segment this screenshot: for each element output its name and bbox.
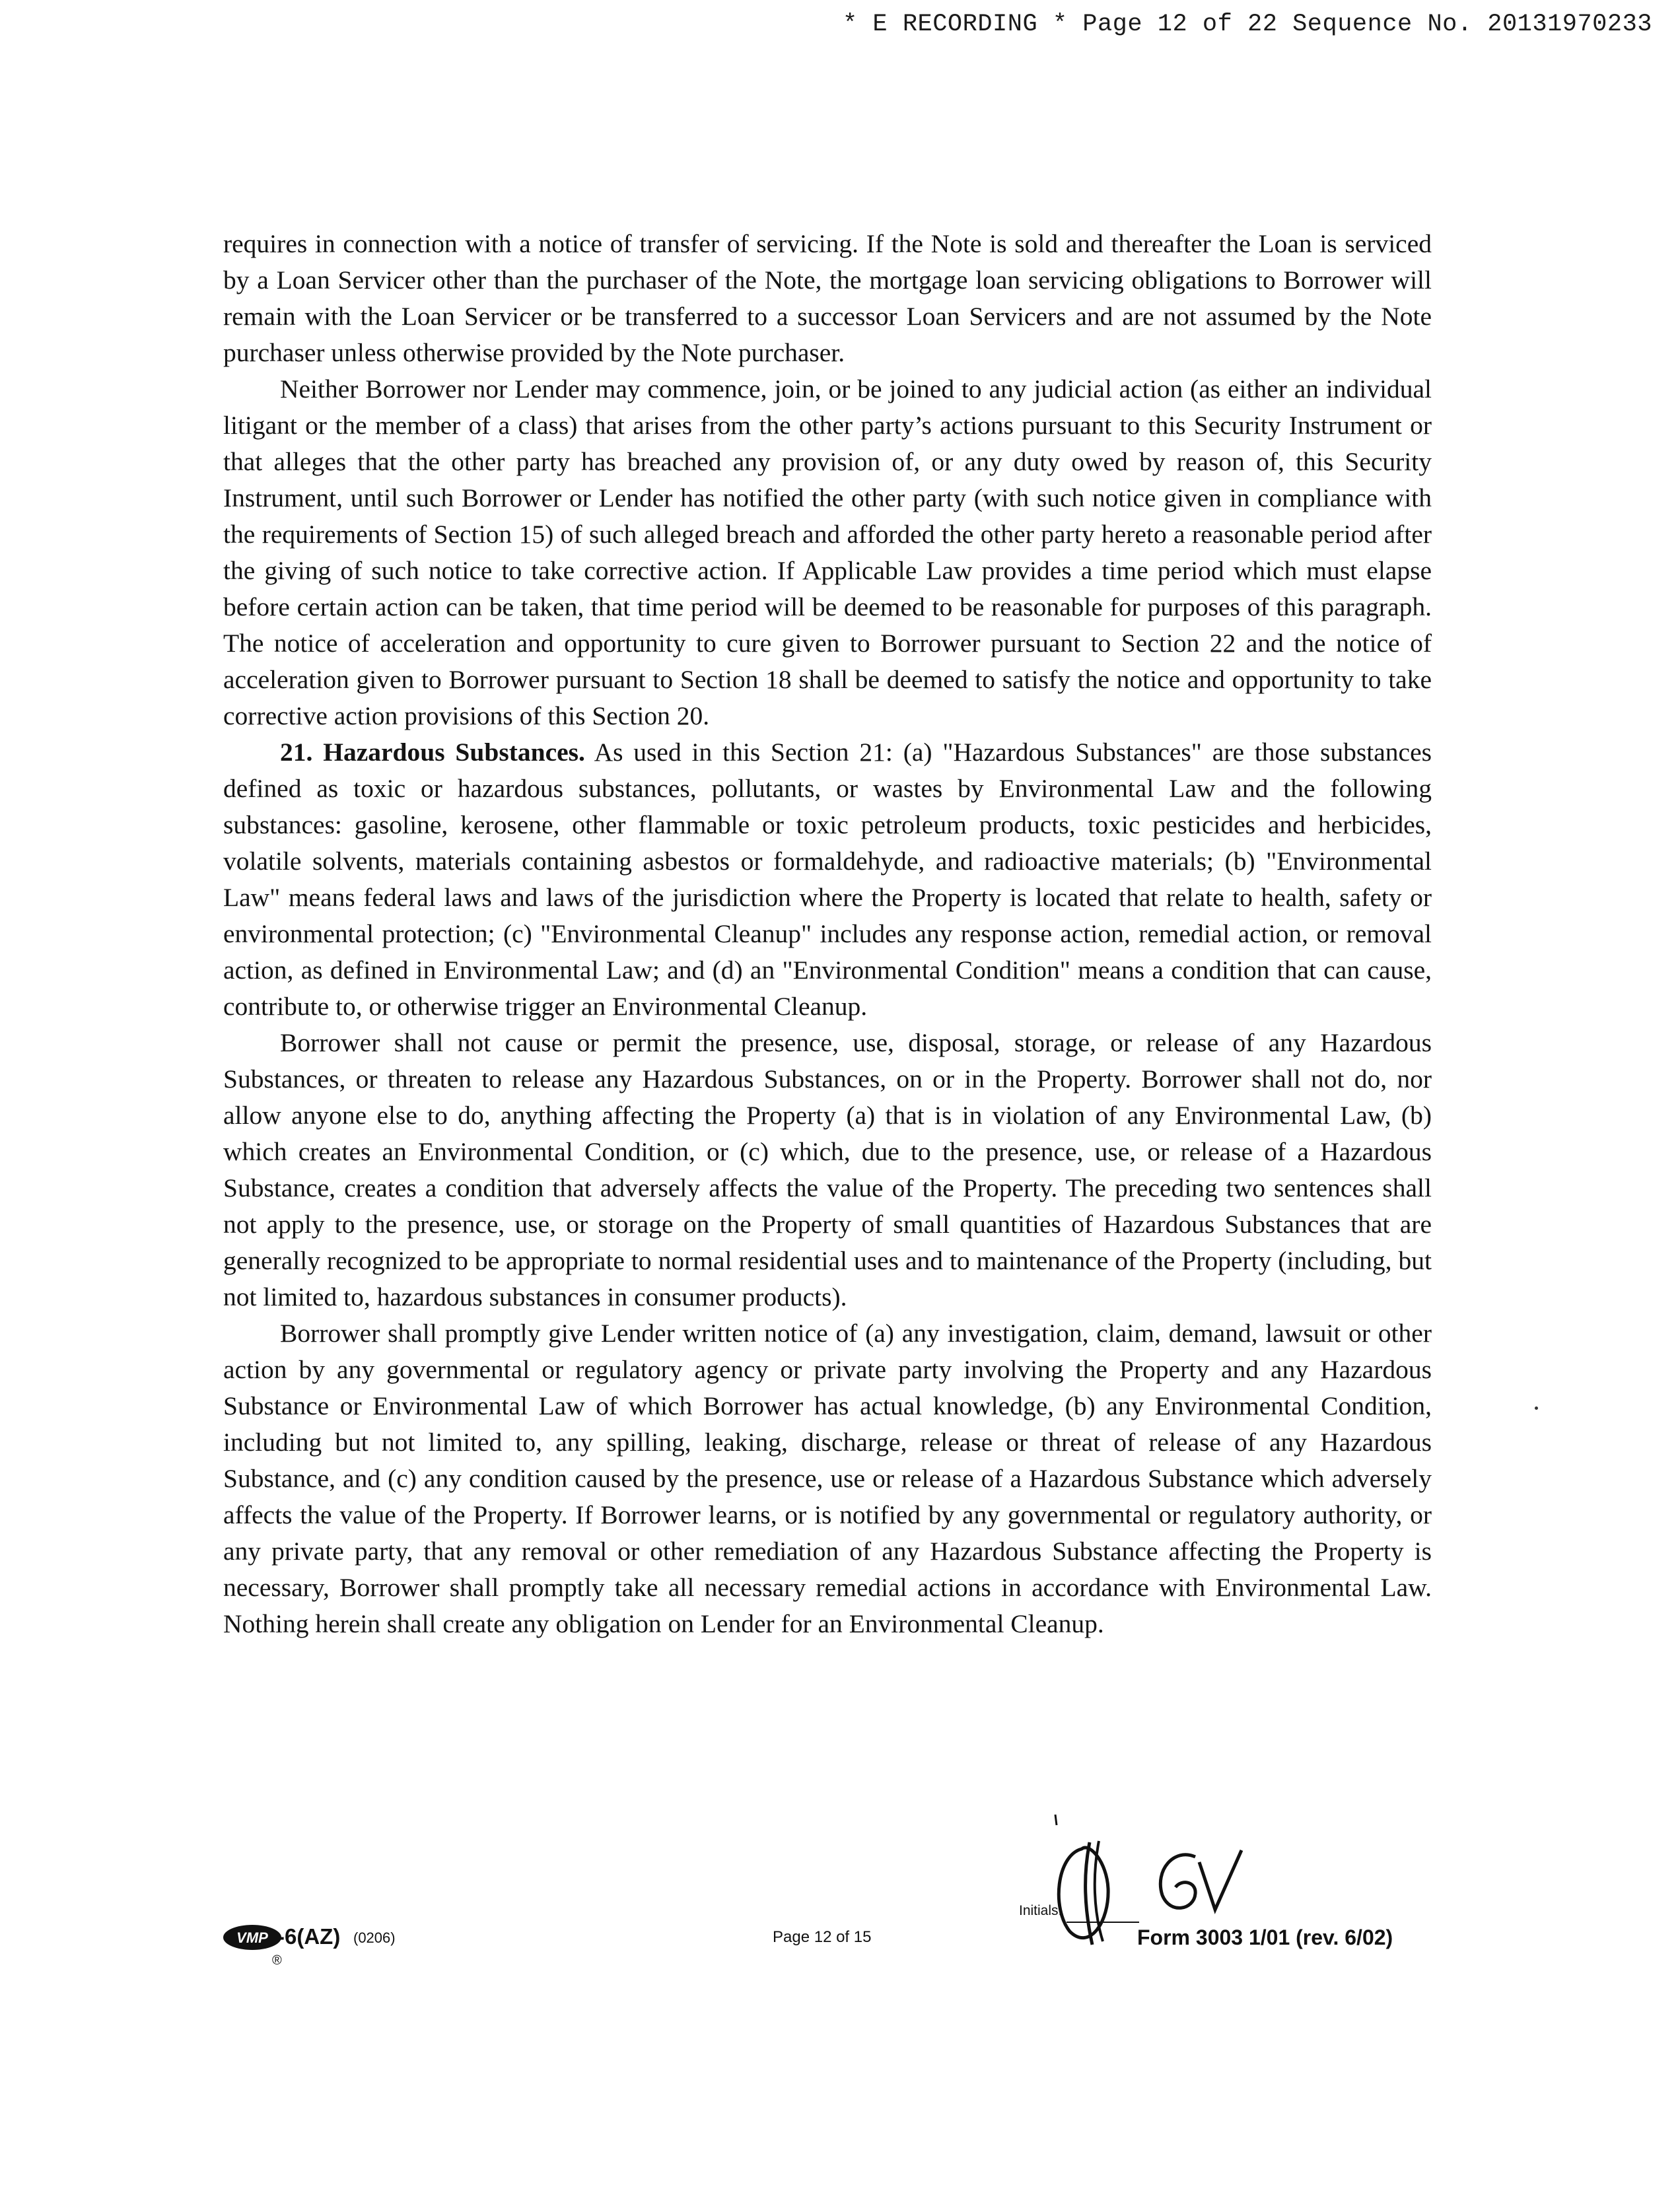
- vmp-logo-text: VMP: [236, 1929, 268, 1946]
- form-revision: (0206): [353, 1929, 396, 1946]
- section-21-text: As used in this Section 21: (a) "Hazardous Substances" are those substances defined as toxic or hazardous substances, pollutants, or wastes by Environmental Law and the following substances: gasoline, kerosene, other flammable or toxic petroleum products, toxic pesticides and herbicides, volatile solvents, materials containing asbestos or formaldehyde, and radioactive materials; (b) "Environmental Law" means federal laws and laws of the jurisdiction where the Property is located that relate to health, safety or environmental protection; (c) "Environmental Cleanup" includes any response action, remedial action, or removal action, as defined in Environmental Law; and (d) an "Environmental Condition" means a condition that can cause, contribute to, or otherwise trigger an Environmental Cleanup.: [223, 738, 1432, 1021]
- paragraph-judicial-action: Neither Borrower nor Lender may commence, join, or be joined to any judicial action (as either an individual litigant or the member of a class) that arises from the other party’s actions pursuant to this Security Instrument or that alleges that the other party has breached any provision of, or any duty owed by reason of, this Security Instrument, until such Borrower or Lender has notified the other party (with such notice given in compliance with the requirements of Section 15) of such alleged breach and afforded the other party hereto a reasonable period after the giving of such notice to take corrective action. If Applicable Law provides a time period which must elapse before certain action can be taken, that time period will be deemed to be reasonable for purposes of this paragraph. The notice of acceleration and opportunity to cure given to Borrower pursuant to Section 22 and the notice of acceleration given to Borrower pursuant to Section 18 shall be deemed to satisfy the notice and opportunity to take corrective action provisions of this Section 20.: [223, 374, 1432, 730]
- document-body: [223, 226, 1432, 1642]
- section-number: 21.: [280, 738, 313, 767]
- page-number: Page 12 of 15: [773, 1928, 872, 1946]
- recording-header: * E RECORDING * Page 12 of 22 Sequence No. 20131970233: [843, 11, 1652, 38]
- paragraph-section-21: [223, 734, 1432, 1025]
- paragraph-borrower-notice: Borrower shall promptly give Lender written notice of (a) any investigation, claim, demand, lawsuit or other action by any governmental or regulatory agency or private party involving the Property and any Hazardous Substance or Environmental Law of which Borrower has actual knowledge, (b) any Environmental Condition, including but not limited to, any spilling, leaking, discharge, release or threat of release of any Hazardous Substance, and (c) any condition caused by the presence, use or release of a Hazardous Substance which adversely affects the value of the Property. If Borrower learns, or is notified by any governmental or regulatory authority, or any private party, that any removal or other remediation of any Hazardous Substance affecting the Property is necessary, Borrower shall promptly take all necessary remedial actions in accordance with Environmental Law. Nothing herein shall create any obligation on Lender for an Environmental Cleanup.: [223, 1319, 1432, 1638]
- initials-label: Initials:: [1019, 1903, 1063, 1918]
- vmp-logo-icon: [222, 1922, 285, 1953]
- paragraph-borrower-prohibitions: Borrower shall not cause or permit the presence, use, disposal, storage, or release of any Hazardous Substances, or threaten to release any Hazardous Substances, on or in the Property. Borrower shall not do, nor allow anyone else to do, anything affecting the Property (a) that is in violation of any Environmental Law, (b) which creates an Environmental Condition, or (c) which, due to the presence, use, or release of a Hazardous Substance, creates a condition that adversely affects the value of the Property. The preceding two sentences shall not apply to the presence, use, or storage on the Property of small quantities of Hazardous Substances that are generally recognized to be appropriate to normal residential uses and to maintenance of the Property (including, but not limited to, hazardous substances in consumer products).: [223, 1028, 1432, 1311]
- form-identifier: Form 3003 1/01 (rev. 6/02): [1137, 1926, 1393, 1949]
- page-footer: [0, 1902, 1680, 2001]
- section-title: Hazardous Substances.: [323, 738, 585, 767]
- scan-speck: [1535, 1406, 1538, 1410]
- form-code: -6(AZ): [277, 1924, 341, 1949]
- paragraph-servicing-continued: requires in connection with a notice of transfer of servicing. If the Note is sold and thereafter the Loan is serviced by a Loan Servicer other than the purchaser of the Note, the mortgage loan servicing obligations to Borrower will remain with the Loan Servicer or be transferred to a successor Loan Servicers and are not assumed by the Note purchaser unless otherwise provided by the Note purchaser.: [223, 229, 1432, 367]
- registered-mark: ®: [272, 1953, 282, 1968]
